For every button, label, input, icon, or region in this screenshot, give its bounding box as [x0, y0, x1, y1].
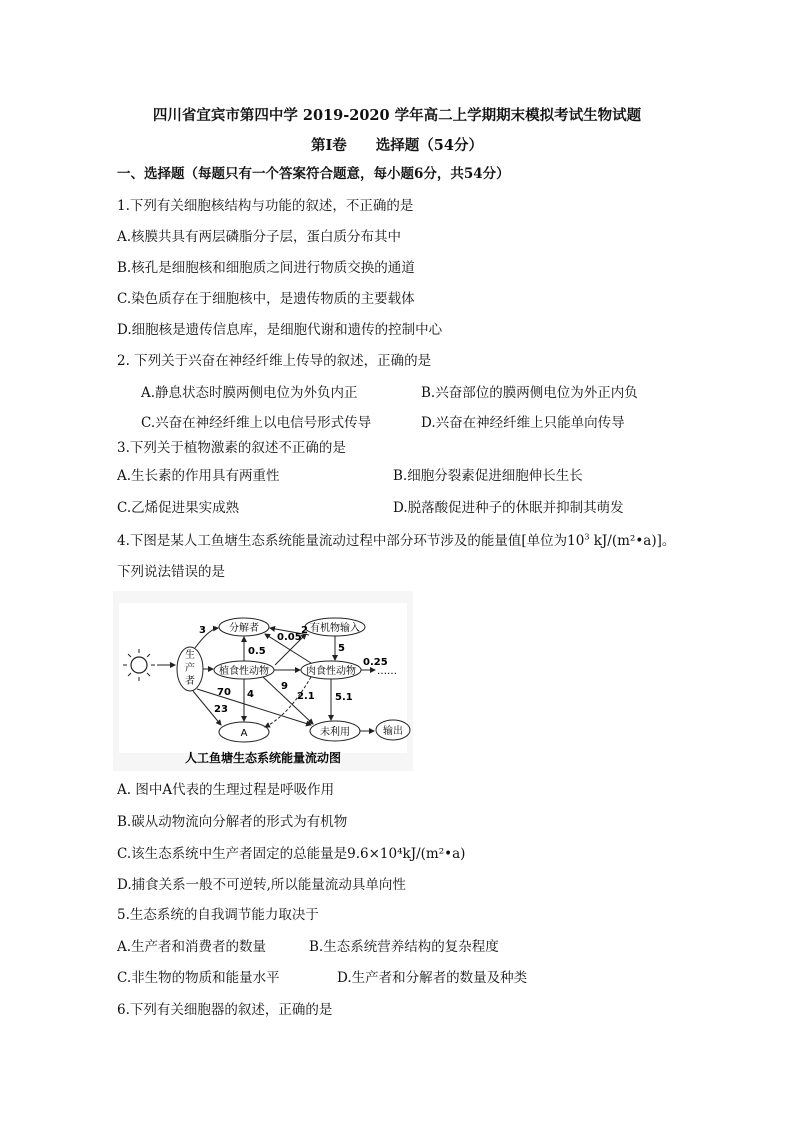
question-2-option-b: B.兴奋部位的膜两侧电位为外正内负 [421, 385, 638, 401]
question-1-option-a: A.核膜共具有两层磷脂分子层，蛋白质分布其中 [117, 229, 402, 245]
value-3: 3 [199, 625, 206, 636]
question-4-option-b: B.碳从动物流向分解者的形式为有机物 [117, 814, 348, 830]
question-4-option-c: C.该生态系统中生产者固定的总能量是9.6×10⁴kJ/(m²•a) [117, 846, 466, 862]
question-4-stem-exponent: 3 [584, 532, 590, 542]
output-label: 输出 [383, 726, 403, 737]
energy-flow-figure [113, 591, 413, 771]
producer-label-3: 者 [185, 676, 195, 687]
value-70: 70 [217, 687, 231, 698]
carnivore-label: 肉食性动物 [306, 666, 356, 677]
question-5-stem: 5.生态系统的自我调节能力取决于 [117, 907, 319, 923]
value-5: 5 [338, 643, 345, 654]
question-1-option-b: B.核孔是细胞核和细胞质之间进行物质交换的通道 [117, 260, 415, 276]
energy-flow-diagram [113, 591, 413, 771]
question-6-stem: 6.下列有关细胞器的叙述，正确的是 [117, 1002, 333, 1018]
value-2-1: 2.1 [297, 691, 315, 702]
question-3-stem: 3.下列关于植物激素的叙述不正确的是 [117, 440, 346, 456]
question-3-option-d: D.脱落酸促进种子的休眠并抑制其萌发 [393, 500, 624, 516]
question-3-option-c: C.乙烯促进果实成熟 [117, 500, 240, 516]
value-4: 4 [247, 689, 254, 700]
producer-label-1: 生 [185, 650, 195, 661]
herbivore-label: 植食性动物 [219, 666, 269, 677]
question-4-stem-part2: kJ/(m²•a)]。 [589, 533, 676, 549]
question-2-option-d: D.兴奋在神经纤维上只能单向传导 [421, 415, 625, 431]
value-2: 2 [301, 625, 308, 636]
question-2-option-c: C.兴奋在神经纤维上以电信号形式传导 [141, 415, 372, 431]
volume-title: 第Ⅰ卷 选择题（54分） [311, 137, 483, 154]
value-0-05: 0.05 [277, 632, 302, 643]
section-heading: 一、选择题（每题只有一个答案符合题意，每小题6分，共54分） [117, 166, 510, 182]
value-0-5: 0.5 [248, 646, 266, 657]
question-4-option-d: D.捕食关系一般不可逆转,所以能量流动具单向性 [117, 877, 406, 893]
question-2-option-a: A.静息状态时膜两侧电位为外负内正 [141, 385, 358, 401]
unused-label: 未利用 [320, 727, 350, 738]
producer-label-2: 产 [185, 663, 195, 674]
value-0-25: 0.25 [363, 657, 388, 668]
question-5-option-c: C.非生物的物质和能量水平 [117, 970, 280, 986]
question-4-stem-line2: 下列说法错误的是 [117, 564, 225, 580]
paper-title: 四川省宜宾市第四中学 2019-2020 学年高二上学期期末模拟考试生物试题 [152, 107, 642, 124]
organic-input-label: 有机物输入 [310, 623, 360, 634]
question-1-option-d: D.细胞核是遗传信息库，是细胞代谢和遗传的控制中心 [117, 322, 443, 338]
question-5-option-d: D.生产者和分解者的数量及种类 [337, 970, 528, 986]
question-2-stem: 2. 下列关于兴奋在神经纤维上传导的叙述，正确的是 [117, 353, 432, 369]
question-5-option-b: B.生态系统营养结构的复杂程度 [309, 939, 499, 955]
question-4-stem [117, 532, 675, 550]
question-5-option-a: A.生产者和消费者的数量 [117, 939, 267, 955]
value-5-1: 5.1 [335, 692, 353, 703]
onward-ellipsis: …… [377, 666, 397, 677]
question-4-stem-part1: 4.下图是某人工鱼塘生态系统能量流动过程中部分环节涉及的能量值[单位为10 [117, 533, 585, 549]
question-3-option-b: B.细胞分裂素促进细胞伸长生长 [393, 468, 583, 484]
a-label: A [240, 728, 248, 739]
decomposer-label: 分解者 [229, 623, 259, 634]
question-3-option-a: A.生长素的作用具有两重性 [117, 468, 280, 484]
figure-caption: 人工鱼塘生态系统能量流动图 [184, 751, 342, 765]
question-1-stem: 1.下列有关细胞核结构与功能的叙述，不正确的是 [117, 198, 414, 214]
question-4-option-a: A. 图中A代表的生理过程是呼吸作用 [117, 782, 335, 798]
question-1-option-c: C.染色质存在于细胞核中，是遗传物质的主要载体 [117, 291, 415, 307]
value-23: 23 [214, 704, 228, 715]
value-9: 9 [281, 681, 288, 692]
